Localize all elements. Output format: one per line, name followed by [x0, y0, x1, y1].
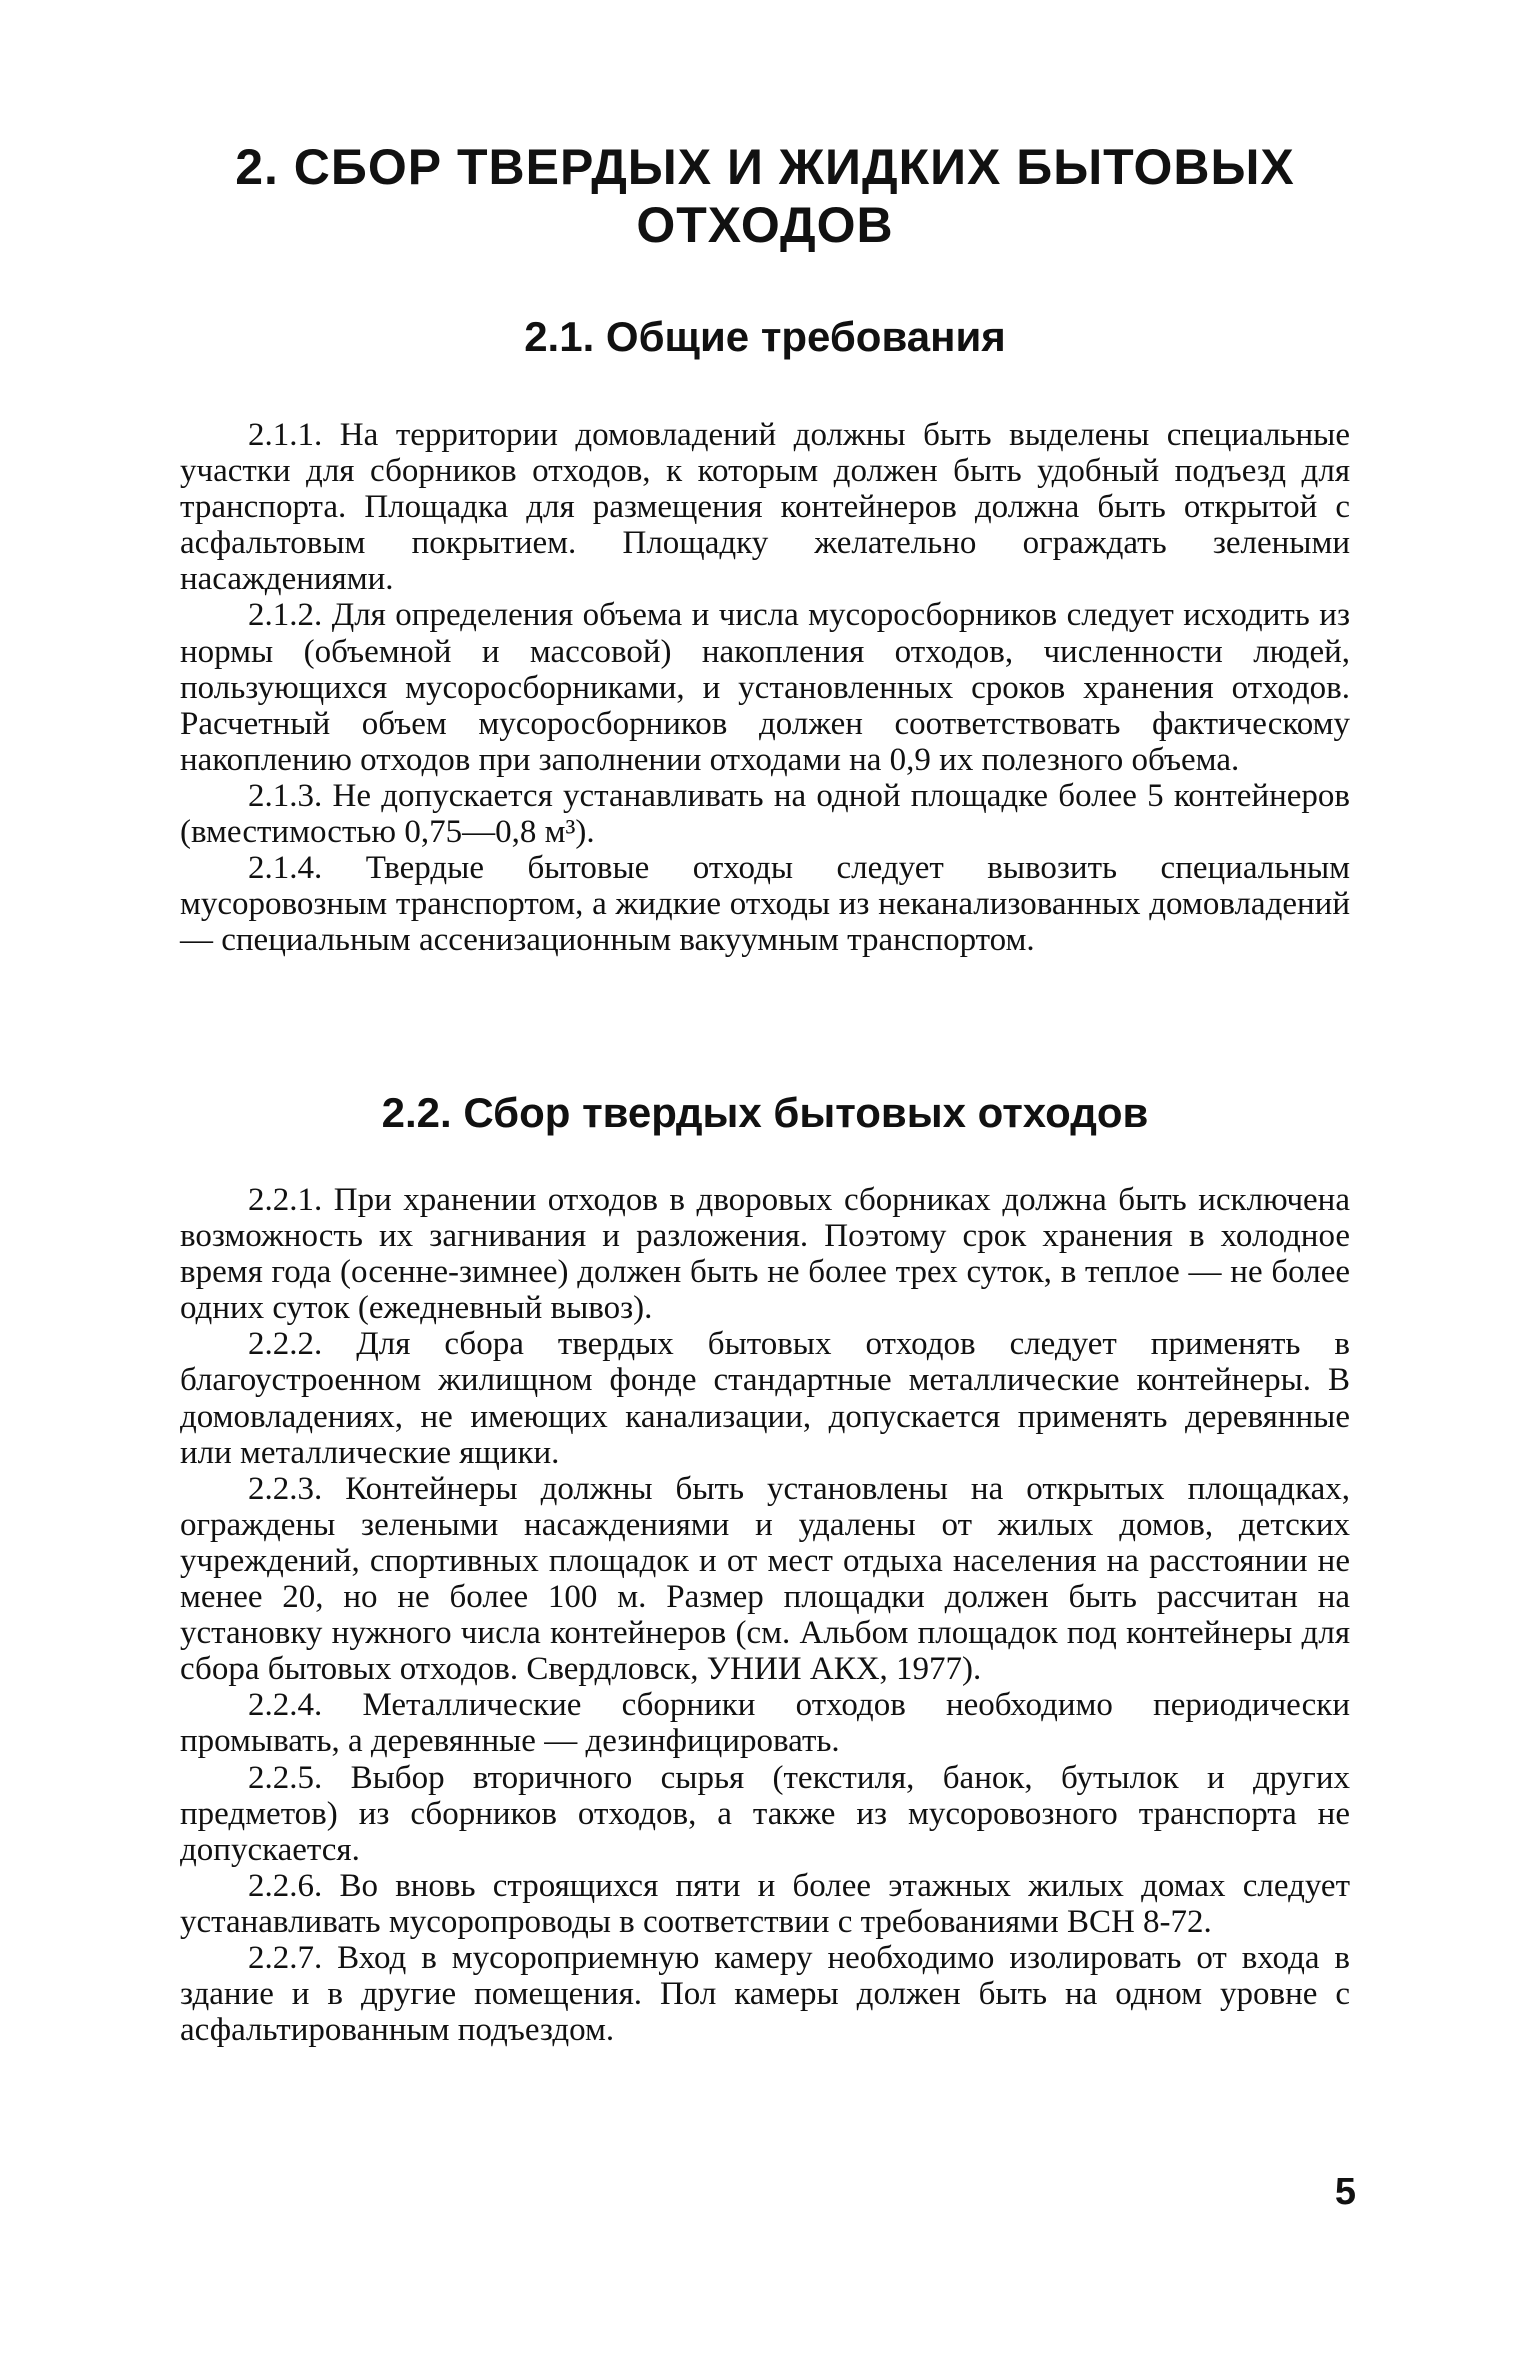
paragraph-number: 2.2.7.: [248, 1939, 323, 1976]
paragraph-number: 2.2.2.: [248, 1326, 323, 1363]
paragraph-text: Выбор вторичного сырья (текстиля, банок, бутылок и других предметов) из сборников отходов, а также из мусоровозного транспорта не допускается.: [180, 1759, 1350, 1868]
paragraph-text: Металлические сборники отходов необходимо периодически промывать, а деревянные — дезинфицировать.: [180, 1687, 1350, 1760]
paragraph-number: 2.2.6.: [248, 1867, 323, 1904]
paragraph-number: 2.2.5.: [248, 1759, 323, 1796]
paragraph-text: Твердые бытовые отходы следует вывозить специальным мусоровозным транспортом, а жидкие отходы из неканализованных домовладений — специальным ассенизационным вакуумным транспортом.: [180, 850, 1350, 959]
paragraph-text: Для сбора твердых бытовых отходов следует применять в благоустроенном жилищном фонде стандартные металлические контейнеры. В домовладениях, не имеющих канализации, допускается применять деревянные или металлические ящики.: [180, 1326, 1350, 1471]
paragraph-2-2-5: [180, 1760, 1350, 1868]
paragraph-number: 2.1.2.: [248, 597, 323, 634]
paragraph-number: 2.1.3.: [248, 777, 323, 814]
section-body-solid-waste-collection: [180, 1182, 1350, 2048]
chapter-title: [180, 138, 1350, 254]
paragraph-text: Вход в мусороприемную камеру необходимо изолировать от входа в здание и в другие помещения. Пол камеры должен быть на одном уровне с асфальтированным подъездом.: [180, 1939, 1350, 2049]
paragraph-number: 2.1.1.: [248, 417, 323, 453]
paragraph-number: 2.1.4.: [248, 850, 323, 887]
paragraph-2-2-4: [180, 1687, 1350, 1759]
section-body-general-requirements: [180, 417, 1350, 958]
paragraph-text: На территории домовладений должны быть выделены специальные участки для сборников отходов, к которым должен быть удобный подъезд для транспорта. Площадка для размещения контейнеров должна быть открытой с асфальтовым покрытием. Площадку желательно ограждать зелеными насаждениями.: [180, 417, 1350, 598]
chapter-title-line1: 2. СБОР ТВЕРДЫХ И ЖИДКИХ БЫТОВЫХ: [235, 139, 1295, 195]
section-title-general-requirements: 2.1. Общие требования: [524, 313, 1006, 360]
paragraph-2-2-2: [180, 1326, 1350, 1470]
paragraph-2-2-1: [180, 1182, 1350, 1326]
chapter-title-line2: ОТХОДОВ: [636, 197, 894, 253]
paragraph-number: 2.2.1.: [248, 1182, 323, 1218]
page-number: 5: [1334, 2171, 1356, 2213]
paragraph-number: 2.2.3.: [248, 1470, 323, 1507]
paragraph-2-1-2: [180, 597, 1350, 777]
paragraph-2-1-3: [180, 778, 1350, 850]
paragraph-2-2-7: [180, 1940, 1350, 2048]
paragraph-text: Для определения объема и числа мусоросборников следует исходить из нормы (объемной и массовой) накопления отходов, численности людей, пользующихся мусоросборниками, и установленных сроков хранения отходов. Расчетный объем мусоросборников должен соответствовать фактическому накоплению отходов при заполнении отходами на 0,9 их полезного объема.: [180, 597, 1350, 778]
paragraph-2-2-3: [180, 1471, 1350, 1688]
paragraph-text: При хранении отходов в дворовых сборниках должна быть исключена возможность их загнивания и разложения. Поэтому срок хранения в холодное время года (осенне-зимнее) должен быть не более трех суток, в теплое — не более одних суток (ежедневный вывоз).: [180, 1182, 1350, 1327]
paragraph-2-1-4: [180, 850, 1350, 958]
paragraph-text: Контейнеры должны быть установлены на открытых площадках, ограждены зелеными насаждениями и удалены от жилых домов, детских учреждений, спортивных площадок и от мест отдыха населения на расстоянии не менее 20, но не более 100 м. Размер площадки должен быть рассчитан на установку нужного числа контейнеров (см. Альбом площадок под контейнеры для сбора бытовых отходов. Свердловск, УНИИ АКХ, 1977).: [180, 1470, 1351, 1688]
paragraph-text: Во вновь строящихся пяти и более этажных жилых домах следует устанавливать мусоропроводы в соответствии с требованиями ВСН 8-72.: [180, 1867, 1350, 1940]
document-page: [180, 0, 1350, 2363]
paragraph-2-2-6: [180, 1868, 1350, 1940]
section-title-solid-waste-collection: 2.2. Сбор твердых бытовых отходов: [381, 1089, 1149, 1136]
paragraph-text: Не допускается устанавливать на одной площадке более 5 контейнеров (вместимостью 0,75—0,8 м³).: [180, 777, 1351, 851]
paragraph-2-1-1: [180, 417, 1350, 597]
paragraph-number: 2.2.4.: [248, 1687, 323, 1724]
